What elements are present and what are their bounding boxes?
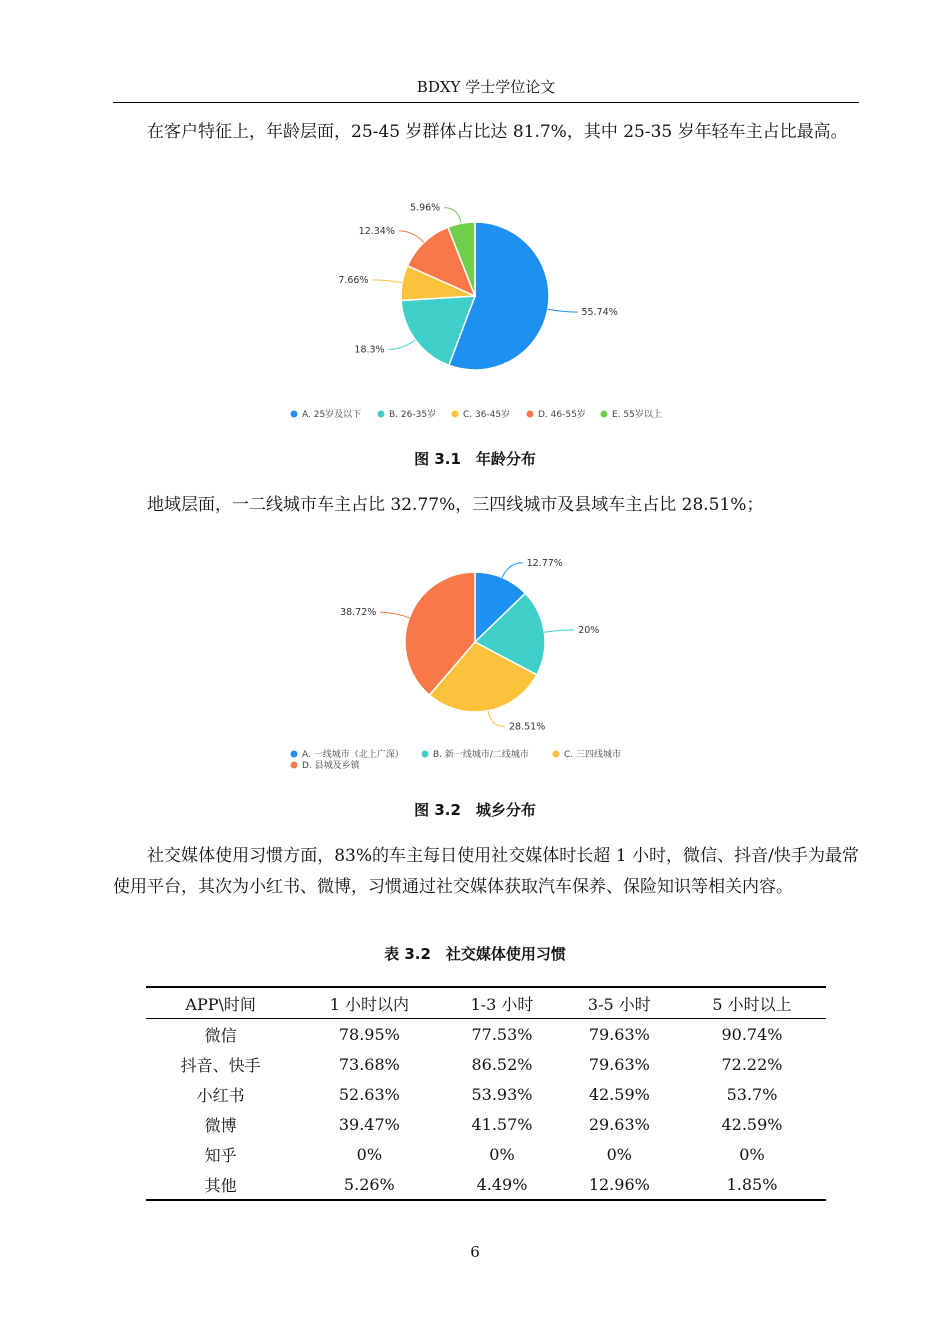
legend-label: D. 县城及乡镇 [302, 761, 360, 771]
column-header: 5 小时以上 [712, 994, 792, 1014]
table-cell: 0% [739, 1144, 765, 1164]
table-cell: 其他 [204, 1175, 237, 1195]
table-row [146, 1139, 826, 1169]
table-cell: 4.49% [476, 1174, 528, 1194]
paragraph-social-media: 社交媒体使用习惯方面，83%的车主每日使用社交媒体时长超 1 小时，微信、抖音/快手为最常使用平台，其次为小红书、微博，习惯通过社交媒体获取汽车保养、保险知识等相关内容。 [113, 846, 859, 897]
table-row [146, 1079, 826, 1109]
social-media-table [146, 986, 826, 1201]
data-label: 55.74% [581, 307, 618, 319]
leader-line [399, 231, 424, 243]
table-cell: 73.68% [338, 1054, 400, 1074]
legend-marker [452, 411, 459, 418]
legend-label: A. 一线城市（北上广深） [302, 750, 404, 760]
table-cell: 72.22% [721, 1054, 783, 1074]
region-pie-chart [275, 548, 695, 773]
table-caption: 表 3.2 社交媒体使用习惯 [384, 945, 566, 963]
legend-marker [527, 411, 534, 418]
legend-marker [601, 411, 608, 418]
figure-caption-age: 图 3.1 年龄分布 [414, 450, 536, 468]
table-cell: 小红书 [196, 1085, 245, 1105]
paragraph-region: 地域层面，一二线城市车主占比 32.77%，三四线城市及县域车主占比 28.51%； [147, 495, 764, 515]
table-cell: 5.26% [343, 1174, 395, 1194]
data-label: 12.77% [526, 557, 563, 569]
legend-marker [291, 751, 298, 758]
data-label: 12.34% [358, 225, 395, 237]
leader-line [380, 612, 409, 618]
table-cell: 1.85% [726, 1174, 778, 1194]
table-cell: 41.57% [471, 1114, 533, 1134]
table-cell: 12.96% [588, 1174, 650, 1194]
legend-marker [291, 411, 298, 418]
leader-line [502, 563, 522, 578]
leader-line [488, 711, 505, 727]
column-header: APP\时间 [185, 994, 256, 1014]
paragraph-age: 在客户特征上，年龄层面，25-45 岁群体占比达 81.7%，其中 25-35 岁年轻车主占比最高。 [147, 122, 848, 142]
leader-line [373, 280, 403, 283]
data-label: 38.72% [340, 607, 377, 619]
legend-label: E. 55岁以上 [612, 410, 662, 420]
table-cell: 42.59% [588, 1084, 650, 1104]
leader-line [544, 630, 574, 632]
table-header-row [146, 987, 826, 1019]
table-cell: 79.63% [588, 1024, 650, 1044]
table-cell: 0% [606, 1144, 633, 1164]
table-cell: 78.95% [338, 1024, 400, 1044]
figure-caption-region: 图 3.2 城乡分布 [414, 801, 536, 819]
table-cell: 微信 [204, 1025, 237, 1045]
page-number: 6 [470, 1243, 480, 1261]
table-cell: 42.59% [721, 1114, 783, 1134]
legend-label: B. 新一线城市/二线城市 [433, 750, 529, 760]
age-pie-chart [275, 192, 695, 427]
leader-line [389, 340, 416, 350]
legend-marker [553, 751, 560, 758]
data-label: 7.66% [338, 274, 369, 286]
table-cell: 知乎 [204, 1145, 237, 1165]
table-cell: 79.63% [588, 1054, 650, 1074]
data-label: 20% [578, 625, 600, 636]
data-label: 5.96% [410, 202, 441, 214]
table-row [146, 1019, 826, 1050]
table-cell: 90.74% [721, 1024, 783, 1044]
table-row [146, 1049, 826, 1079]
legend-label: D. 46-55岁 [538, 410, 586, 420]
table-cell: 39.47% [338, 1114, 400, 1134]
legend-marker [291, 762, 298, 769]
running-header [113, 74, 859, 103]
table-cell: 0% [356, 1144, 383, 1164]
header-title: BDXY 学士学位论文 [416, 78, 556, 96]
table-cell: 77.53% [471, 1024, 533, 1044]
column-header: 3-5 小时 [587, 994, 651, 1014]
leader-line [548, 309, 578, 312]
table-cell: 29.63% [588, 1114, 650, 1134]
legend-label: B. 26-35岁 [389, 410, 437, 420]
table-cell: 53.7% [726, 1084, 778, 1104]
table-cell: 0% [489, 1144, 515, 1164]
leader-line [444, 208, 461, 224]
data-label: 28.51% [509, 721, 546, 733]
legend-label: C. 36-45岁 [463, 410, 511, 420]
table-row [146, 1169, 826, 1200]
table-cell: 抖音、快手 [180, 1055, 261, 1075]
legend-label: C. 三四线城市 [564, 750, 622, 760]
column-header: 1 小时以内 [329, 994, 409, 1014]
table-cell: 86.52% [471, 1054, 533, 1074]
data-label: 18.3% [354, 344, 385, 356]
column-header: 1-3 小时 [470, 994, 534, 1014]
legend-marker [378, 411, 385, 418]
legend-label: A. 25岁及以下 [302, 410, 362, 420]
legend-marker [422, 751, 429, 758]
table-row [146, 1109, 826, 1139]
table-cell: 53.93% [471, 1084, 533, 1104]
table-cell: 微博 [204, 1115, 237, 1135]
table-cell: 52.63% [338, 1084, 400, 1104]
